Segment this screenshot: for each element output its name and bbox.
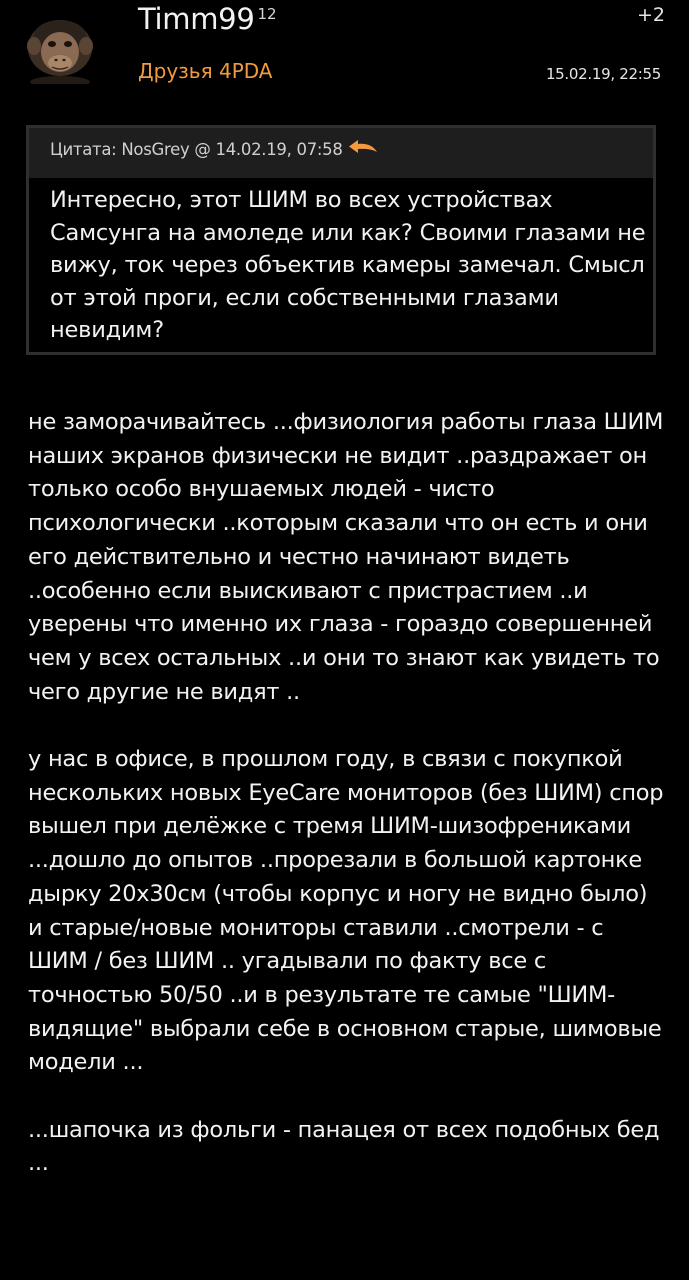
post-paragraph-3: ...шапочка из фольги - панацея от всех подобных бед ... [28,1116,660,1177]
post-karma[interactable]: +2 [636,4,665,26]
avatar[interactable] [22,8,98,84]
user-group: Друзья 4PDA [138,59,273,83]
post-paragraph-2: у нас в офисе, в прошлом году, в связи с покупкой нескольких новых EyeCare мониторов (без ШИМ) спор вышел при делёжке с тремя ШИМ-шизофрениками ...дошло до опытов ..прорезали в большой картонке дырку 20х30см (чтобы корпус и ногу не видно было) и старые/новые мониторы ставили ..смотрели - с ШИМ / без ШИМ .. угадывали по факту все с точностью 50/50 ..и в результате те самые "ШИМ-видящие" выбрали себе в основном старые, шимовые модели ... [28,746,664,1076]
username[interactable]: Timm99 [138,2,255,36]
quote-block [26,125,656,355]
quote-header-text: Цитата: NosGrey @ 14.02.19, 07:58 [50,140,343,159]
quote-text: Интересно, этот ШИМ во всех устройствах Самсунга на амоледе или как? Своими глазами не вижу, ток через объектив камеры замечал. Смысл от этой проги, если собственными глазами невидим? [50,187,646,343]
quote-header-line [50,140,379,161]
post-body [28,406,668,1215]
quote-header [29,128,653,178]
post-header [0,0,689,110]
username-line [138,2,277,36]
chimpanzee-avatar-icon [22,8,98,84]
reputation-count[interactable]: 12 [257,4,277,23]
post-date: 15.02.19, 22:55 [545,65,661,83]
reply-arrow-icon[interactable] [347,139,379,159]
post-paragraph-1: не заморачивайтесь ...физиология работы глаза ШИМ наших экранов физически не видит ..раздражает он только особо внушаемых людей - чисто психологически ..которым сказали что он есть и они его действительно и честно начинают видеть ..особенно если выискивают с пристрастием ..и уверены что именно их глаза - гораздо совершенней чем у всех остальных ..и они то знают как увидеть то чего другие не видят .. [28,409,664,705]
